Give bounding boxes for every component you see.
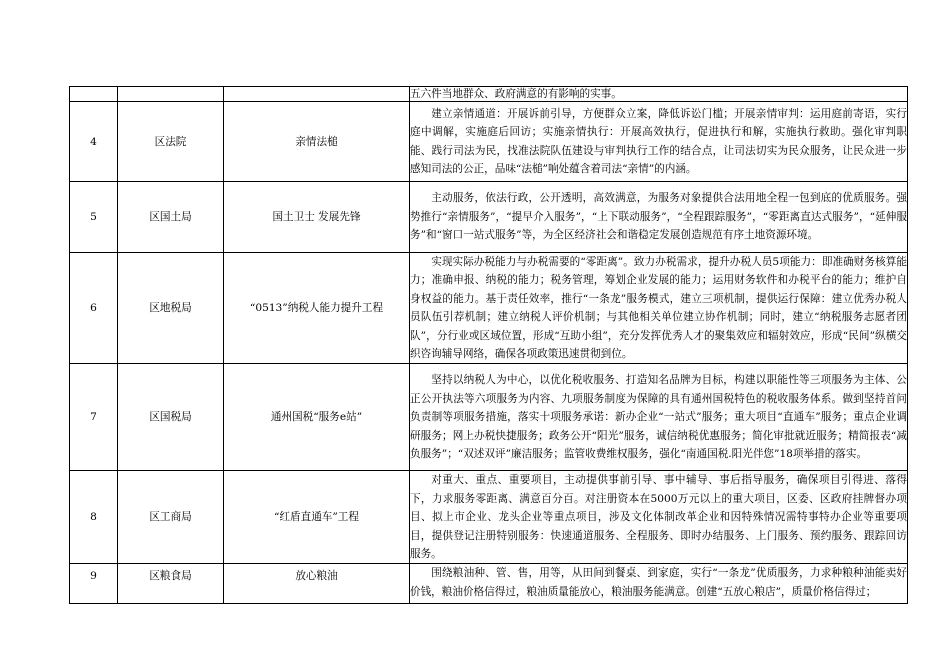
description-cell <box>410 102 908 182</box>
department-cell: 区国土局 <box>118 182 224 253</box>
brand-name-cell: “红盾直通车”工程 <box>224 471 410 564</box>
brand-name-cell: 亲情法槌 <box>224 102 410 182</box>
description-text: 对重大、重点、重要项目，主动提供事前引导、事中辅导、事后指导服务，确保项目引得进、落得下，力求服务零距离、满意百分百。对注册资本在5000万元以上的重大项目，区委、区政府挂牌督办项目、拟上市企业、龙头企业等重点项目，涉及文化体制改革企业和因特殊情况需特事特办企业等重要项目，提供登记注册特别服务：快速通道服务、全程服务、即时办结服务、上门服务、预约服务、跟踪回访服务。 <box>410 474 907 561</box>
description-cell <box>410 253 908 364</box>
table-row <box>70 564 908 604</box>
row-number <box>70 87 118 102</box>
table-row <box>70 182 908 253</box>
description-text: 坚持以纳税人为中心，以优化税收服务、打造知名品牌为目标，构建以职能性等三项服务为主体、公正公开执法等六项服务为内容、九项服务制度为保障的具有通州国税特色的税收服务体系。做到坚持首问负责制等项服务措施，落实十项服务承诺：新办企业“一站式”服务；重大项目“直通车”服务；重点企业调研服务；网上办税快捷服务；政务公开“阳光”服务，诚信纳税优惠服务；简化审批就近服务；精简报表“减负服务”；“双述双评”廉洁服务；监管收费维权服务，强化“南通国税.阳光伴您”18项举措的落实。 <box>410 374 907 461</box>
description-cell <box>410 182 908 253</box>
description-text: 实现实际办税能力与办税需要的“零距离”。致力办税需求，提升办税人员5项能力：即准确财务核算能力；准确申报、纳税的能力；税务管理，筹划企业发展的能力；运用财务软件和办税平台的能力；维护自身权益的能力。基于责任效率，推行“一条龙”服务模式，建立三项机制，提供运行保障：建立优秀办税人员队伍引荐机制；建立纳税人评价机制；与其他相关单位建立协作机制；同时，建立“纳税服务志愿者团队”，分行业或区域位置，形成“互助小组”，充分发挥优秀人才的聚集效应和辐射效应，形成“民间”纵横交织咨询辅导网络，确保各项政策迅速贯彻到位。 <box>410 256 907 361</box>
row-number: 9 <box>70 564 118 604</box>
service-brand-table <box>69 86 908 604</box>
description-cell <box>410 471 908 564</box>
department-cell: 区国税局 <box>118 364 224 471</box>
table-row <box>70 102 908 182</box>
table-row <box>70 471 908 564</box>
department-cell: 区工商局 <box>118 471 224 564</box>
description-text: 建立亲情通道：开展诉前引导，方便群众立案，降低诉讼门槛；开展亲情审判：运用庭前寄语，实行庭中调解，实施庭后回访；实施亲情执行：开展高效执行，促进执行和解，实施执行救助。强化审判职能、践行司法为民，找准法院队伍建设与审判执行工作的结合点，让司法切实为民众服务，让民众进一步感知司法的公正，品味“法槌”响处蕴含着司法“亲情”的内涵。 <box>410 107 907 175</box>
row-number: 8 <box>70 471 118 564</box>
department-cell: 区法院 <box>118 102 224 182</box>
description-cell <box>410 87 908 102</box>
table-row <box>70 253 908 364</box>
row-number: 6 <box>70 253 118 364</box>
department-cell: 区地税局 <box>118 253 224 364</box>
description-cell <box>410 364 908 471</box>
brand-name-cell: 通州国税“服务e站” <box>224 364 410 471</box>
description-text: 主动服务，依法行政，公开透明，高效满意，为服务对象提供合法用地全程一包到底的优质服务。强势推行“亲情服务”，“提早介入服务”，“上下联动服务”，“全程跟踪服务”，“零距离直达式服务”，“延伸服务”和“窗口一站式服务”等，为全区经济社会和谐稳定发展创造规范有序土地资源环境。 <box>410 192 907 242</box>
department-cell: 区粮食局 <box>118 564 224 604</box>
brand-name-cell: 放心粮油 <box>224 564 410 604</box>
brand-name-cell: “0513”纳税人能力提升工程 <box>224 253 410 364</box>
brand-name-cell <box>224 87 410 102</box>
row-number: 5 <box>70 182 118 253</box>
table-row <box>70 87 908 102</box>
description-text: 围绕粮油种、管、售，用等，从田间到餐桌、到家庭，实行“一条龙”优质服务，力求种粮种油能卖好价钱，粮油价格信得过，粮油质量能放心，粮油服务能满意。创建“五放心粮店”，质量价格信得过； <box>410 567 907 598</box>
table-row <box>70 364 908 471</box>
row-number: 4 <box>70 102 118 182</box>
description-text: 五六件当地群众、政府满意的有影响的实事。 <box>410 88 622 100</box>
brand-name-cell: 国土卫士 发展先锋 <box>224 182 410 253</box>
row-number: 7 <box>70 364 118 471</box>
department-cell <box>118 87 224 102</box>
description-cell <box>410 564 908 604</box>
